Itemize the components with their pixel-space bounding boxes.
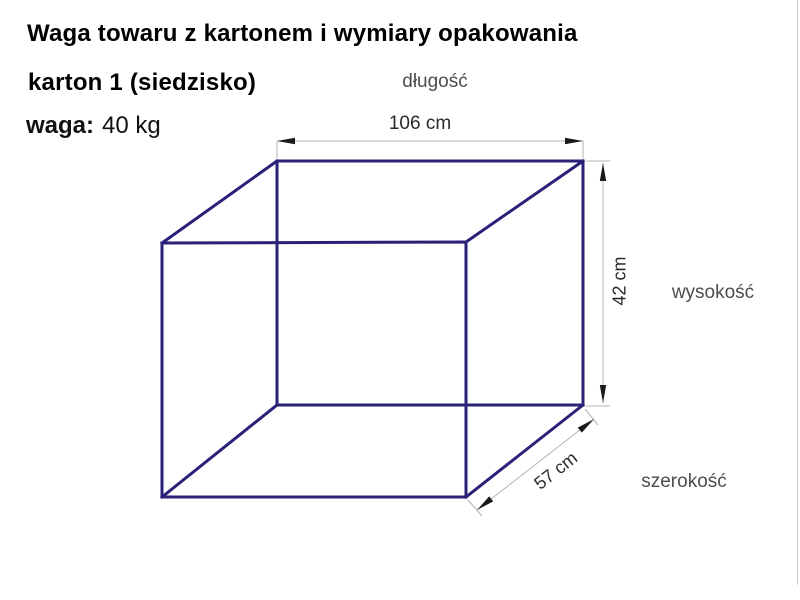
length-arrow-left-icon — [277, 138, 295, 144]
height-value: 42 cm — [609, 256, 630, 306]
page-title: Waga towaru z kartonem i wymiary opakowania — [27, 20, 578, 47]
height-arrow-up-icon — [600, 163, 606, 181]
height-arrow-down-icon — [600, 385, 606, 403]
width-arrow-upper-icon — [578, 419, 594, 433]
width-value: 57 cm — [530, 447, 582, 494]
weight-value: 40 kg — [102, 112, 161, 139]
carton-wireframe — [162, 161, 583, 497]
width-label: szerokość — [641, 471, 727, 492]
length-label: długość — [402, 71, 468, 92]
length-extension-lines — [277, 141, 583, 158]
length-arrow-right-icon — [565, 138, 583, 144]
height-label: wysokość — [671, 282, 755, 303]
carton-back-face — [277, 161, 583, 405]
weight-label: waga: — [26, 112, 95, 139]
carton-title: karton 1 (siedzisko) — [28, 69, 257, 96]
dimension-arrowheads — [277, 138, 606, 510]
carton-depth-edges — [162, 161, 583, 497]
width-arrow-lower-icon — [477, 496, 493, 510]
height-extension-lines — [586, 161, 610, 406]
length-value: 106 cm — [388, 113, 452, 134]
